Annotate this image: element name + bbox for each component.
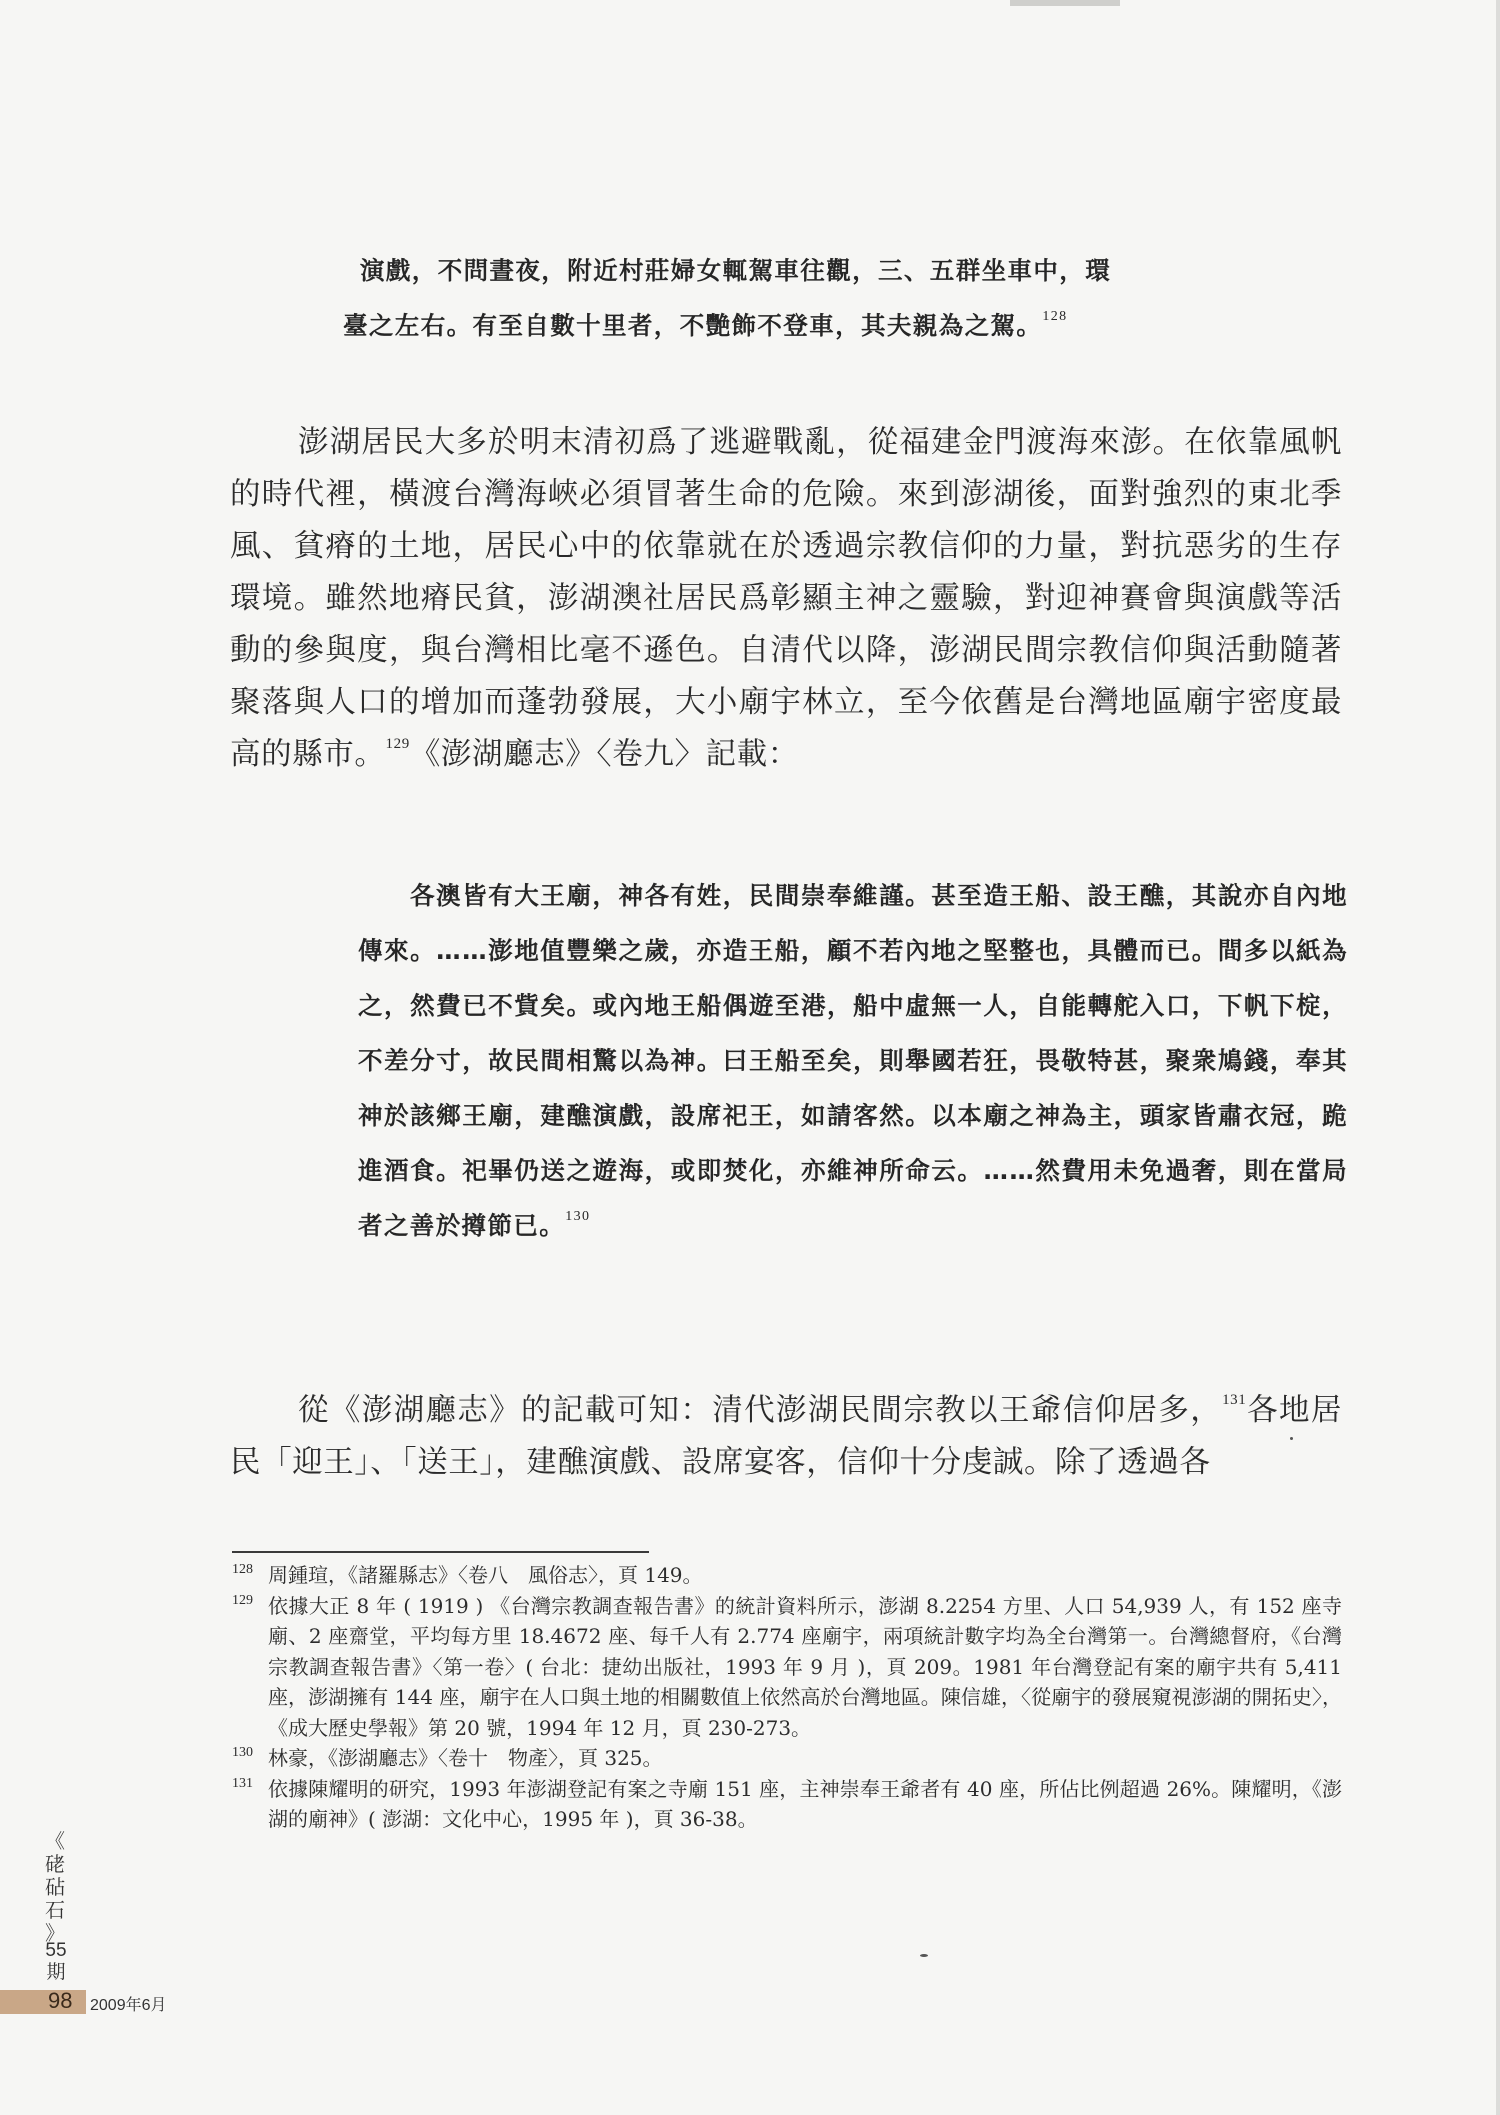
issue-label: 期 [46,1962,66,1983]
footnote-number: 130 [232,1745,253,1760]
paragraph-text [230,1385,1342,1489]
scan-speck [1290,1437,1293,1440]
page-number-badge [0,1990,86,2014]
title-char: 砧 [45,1875,65,1899]
footnote-ref[interactable]: 129 [385,736,410,752]
footnote-ref[interactable]: 131 [1222,1392,1247,1408]
paragraph-body: 澎湖居民大多於明末清初爲了逃避戰亂，從福建金門渡海來澎。在依靠風帆的時代裡，橫渡台灣海峽必須冒著生命的危險。來到澎湖後，面對強烈的東北季風、貧瘠的土地，居民心中的依靠就在於透過宗教信仰的力量，對抗惡劣的生存環境。雖然地瘠民貧，澎湖澳社居民爲彰顯主神之靈驗，對迎神賽會與演戲等活動的參與度，與台灣相比毫不遜色。自清代以降，澎湖民間宗教信仰與活動隨著聚落與人口的增加而蓬勃發展，大小廟宇林立，至今依舊是台灣地區廟宇密度最高的縣市。 [230,425,1342,772]
quote-line-text: 臺之左右。有至自數十里者，不艷飾不登車，其夫親為之駕。 [343,311,1043,340]
scan-edge-mark [1010,0,1120,6]
footnote-130 [232,1743,1342,1774]
issue-number [41,1940,71,1984]
footnote-ref[interactable]: 130 [565,1209,591,1224]
paragraph-body-continued: 各地居民「迎王」、「送王」，建醮演戲、設席宴客，信仰十分虔誠。除了透過各 [230,1393,1342,1480]
quote-line [343,298,1345,353]
footnote-text: 林豪，《澎湖廳志》〈卷十 物產〉，頁 325。 [268,1746,663,1770]
quote-line-text: 演戲，不問晝夜，附近村莊婦女輒駕車往觀，三、五群坐車中，環 [360,256,1112,285]
title-char: 硓 [45,1852,65,1876]
block-quote-1 [343,243,1345,353]
title-char: 》 [45,1921,65,1945]
journal-title-vertical [40,1830,70,1945]
footnote-divider [232,1551,649,1553]
paragraph-tail: 《澎湖廳志》〈卷九〉記載： [409,737,799,772]
paragraph-2 [230,1385,1342,1489]
quote-body: 各澳皆有大王廟，神各有姓，民間崇奉維謹。甚至造王船、設王醮，其說亦自內地傳來。……澎地值豐樂之歲，亦造王船，顧不若內地之堅整也，具體而已。間多以紙為之，然費已不貲矣。或內地王船偶遊至港，船中虛無一人，自能轉舵入口，下帆下椗，不差分寸，故民間相驚以為神。曰王船至矣，則舉國若狂，畏敬特甚，聚衆鳩錢，奉其神於該鄉王廟，建醮演戲，設席祀王，如請客然。以本廟之神為主，頭家皆肅衣冠，跪進酒食。祀畢仍送之遊海，或即焚化，亦維神所命云。……然費用未免過奢，則在當局者之善於撙節已。 [358,881,1348,1240]
title-char: 石 [45,1898,65,1922]
footnotes [232,1560,1342,1835]
quote-line [360,243,1345,298]
footnote-text: 周鍾瑄，《諸羅縣志》〈卷八 風俗志〉，頁 149。 [268,1563,703,1587]
footnote-128 [232,1560,1342,1591]
paragraph-text [230,417,1342,781]
footnote-number: 128 [232,1562,253,1577]
footnote-text: 依據陳耀明的研究，1993 年澎湖登記有案之寺廟 151 座，主神崇奉王爺者有 40 座，所佔比例超過 26%。陳耀明，《澎湖的廟神》( 澎湖：文化中心，1995 年 )，頁 36-38。 [268,1776,1342,1831]
footnote-number: 129 [232,1592,253,1608]
scan-speck [920,1954,928,1957]
page-edge-shadow [1496,0,1500,2115]
issue-date: 2009年6月 [90,1997,167,2014]
footnote-ref[interactable]: 128 [1042,309,1068,324]
page-number: 98 [48,1988,73,2013]
issue-number-value: 55 [45,1940,67,1961]
paragraph-1 [230,417,1342,781]
footnote-text: 依據大正 8 年 ( 1919 ) 《台灣宗教調查報告書》的統計資料所示，澎湖 8.2254 方里、人口 54,939 人，有 152 座寺廟、2 座齋堂，平均每方里 18.4672 座、每千人有 2.774 座廟宇，兩項統計數字均為全台灣第一。台灣總督府，《台灣宗教調查報告書》〈第一卷〉( 台北：捷幼出版社，1993 年 9 月 )，頁 209。1981 年台灣登記有案的廟宇共有 5,411 座，澎湖擁有 144 座，廟宇在人口與土地的相關數值上依然高於台灣地區。陳信雄，〈從廟宇的發展窺視澎湖的開拓史〉，《成大歷史學報》第 20 號，1994 年 12 月，頁 230-273。 [268,1593,1342,1740]
footnote-131 [232,1774,1342,1835]
title-char: 《 [45,1829,65,1853]
footnote-129 [232,1591,1342,1744]
block-quote-2 [358,868,1348,1253]
footnote-number: 131 [232,1775,253,1791]
quote-text [358,868,1348,1253]
paragraph-body: 從《澎湖廳志》的記載可知：清代澎湖民間宗教以王爺信仰居多， [298,1393,1223,1428]
